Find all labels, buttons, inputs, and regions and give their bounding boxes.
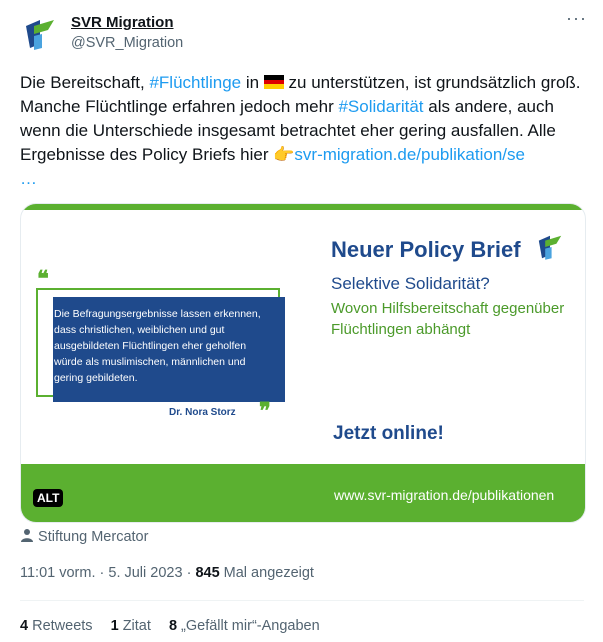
card-tagline: Wovon Hilfsbereitschaft gegenüber Flüchtlingen abhängt — [331, 300, 565, 338]
tweet-text-part: Die Bereitschaft, — [20, 73, 150, 92]
account-handle[interactable]: @SVR_Migration — [71, 35, 184, 51]
german-flag-icon — [264, 72, 284, 86]
more-options-icon[interactable]: ··· — [566, 8, 587, 28]
attribution-label: Stiftung Mercator — [38, 529, 149, 545]
publication-link[interactable]: svr-migration.de/publikation/se — [294, 145, 525, 164]
quote-text: Die Befragungsergebnisse lassen erkennen, dass christlichen, weiblichen und gut ausgebildeten Flüchtlingen eher geholfen würde als muslimischen, männlichen und gering gebildeten. — [54, 308, 261, 384]
retweets-stat[interactable] — [20, 618, 93, 634]
likes-count: 8 — [168, 618, 178, 634]
card-subtitle: Selektive Solidarität? — [331, 274, 490, 293]
tweet-text-part: zu unterstützen, ist grundsätzlich groß. Manche Flüchtlinge erfahren jedoch mehr — [20, 73, 581, 116]
link-ellipsis[interactable]: … — [20, 169, 37, 188]
likes-stat[interactable] — [169, 618, 320, 634]
card-top-bar — [21, 204, 585, 210]
quote-author: Dr. Nora Storz — [169, 407, 236, 418]
tweet-text — [20, 71, 590, 191]
account-name[interactable]: SVR Migration — [71, 14, 174, 31]
svr-logo-icon — [20, 14, 60, 54]
hashtag-solidaritaet[interactable]: #Solidarität — [338, 97, 424, 116]
retweets-count: 4 — [20, 618, 29, 634]
alt-badge[interactable]: ALT — [33, 489, 63, 507]
avatar[interactable] — [20, 14, 60, 54]
views-label: Mal angezeigt — [219, 565, 314, 581]
quotes-count: 1 — [110, 618, 119, 634]
tweet-text-part: als andere, auch wenn die Unterschiede insgesamt betrachtet eher gering ausfallen. Alle Ergebnisse des Policy Briefs hier — [20, 97, 556, 164]
svr-logo-small-icon — [533, 231, 567, 269]
person-icon — [20, 529, 38, 545]
media-card[interactable] — [20, 203, 586, 523]
open-quote-icon: ❝ — [37, 266, 49, 291]
tweet-text-part: in — [241, 73, 264, 92]
timestamp[interactable]: 11:01 vorm. · 5. Juli 2023 · — [20, 565, 196, 581]
divider — [20, 600, 584, 601]
media-attribution[interactable] — [20, 528, 148, 545]
close-quote-icon: ❞ — [259, 398, 271, 423]
quotes-stat[interactable] — [111, 618, 151, 634]
card-url: www.svr-migration.de/publikationen — [334, 487, 555, 503]
card-heading — [331, 231, 567, 269]
hashtag-fluechtlinge[interactable]: #Flüchtlinge — [149, 73, 242, 92]
quotes-label: Zitat — [122, 618, 151, 634]
card-cta: Jetzt online! — [333, 423, 444, 444]
tweet-metadata — [20, 565, 314, 581]
views-count: 845 — [195, 565, 220, 581]
retweets-label: Retweets — [32, 618, 93, 634]
card-heading-text: Neuer Policy Brief — [331, 237, 521, 262]
likes-label: „Gefällt mir“-Angaben — [181, 618, 320, 634]
pointing-hand-icon: 👉 — [273, 145, 295, 164]
engagement-stats — [20, 618, 334, 634]
